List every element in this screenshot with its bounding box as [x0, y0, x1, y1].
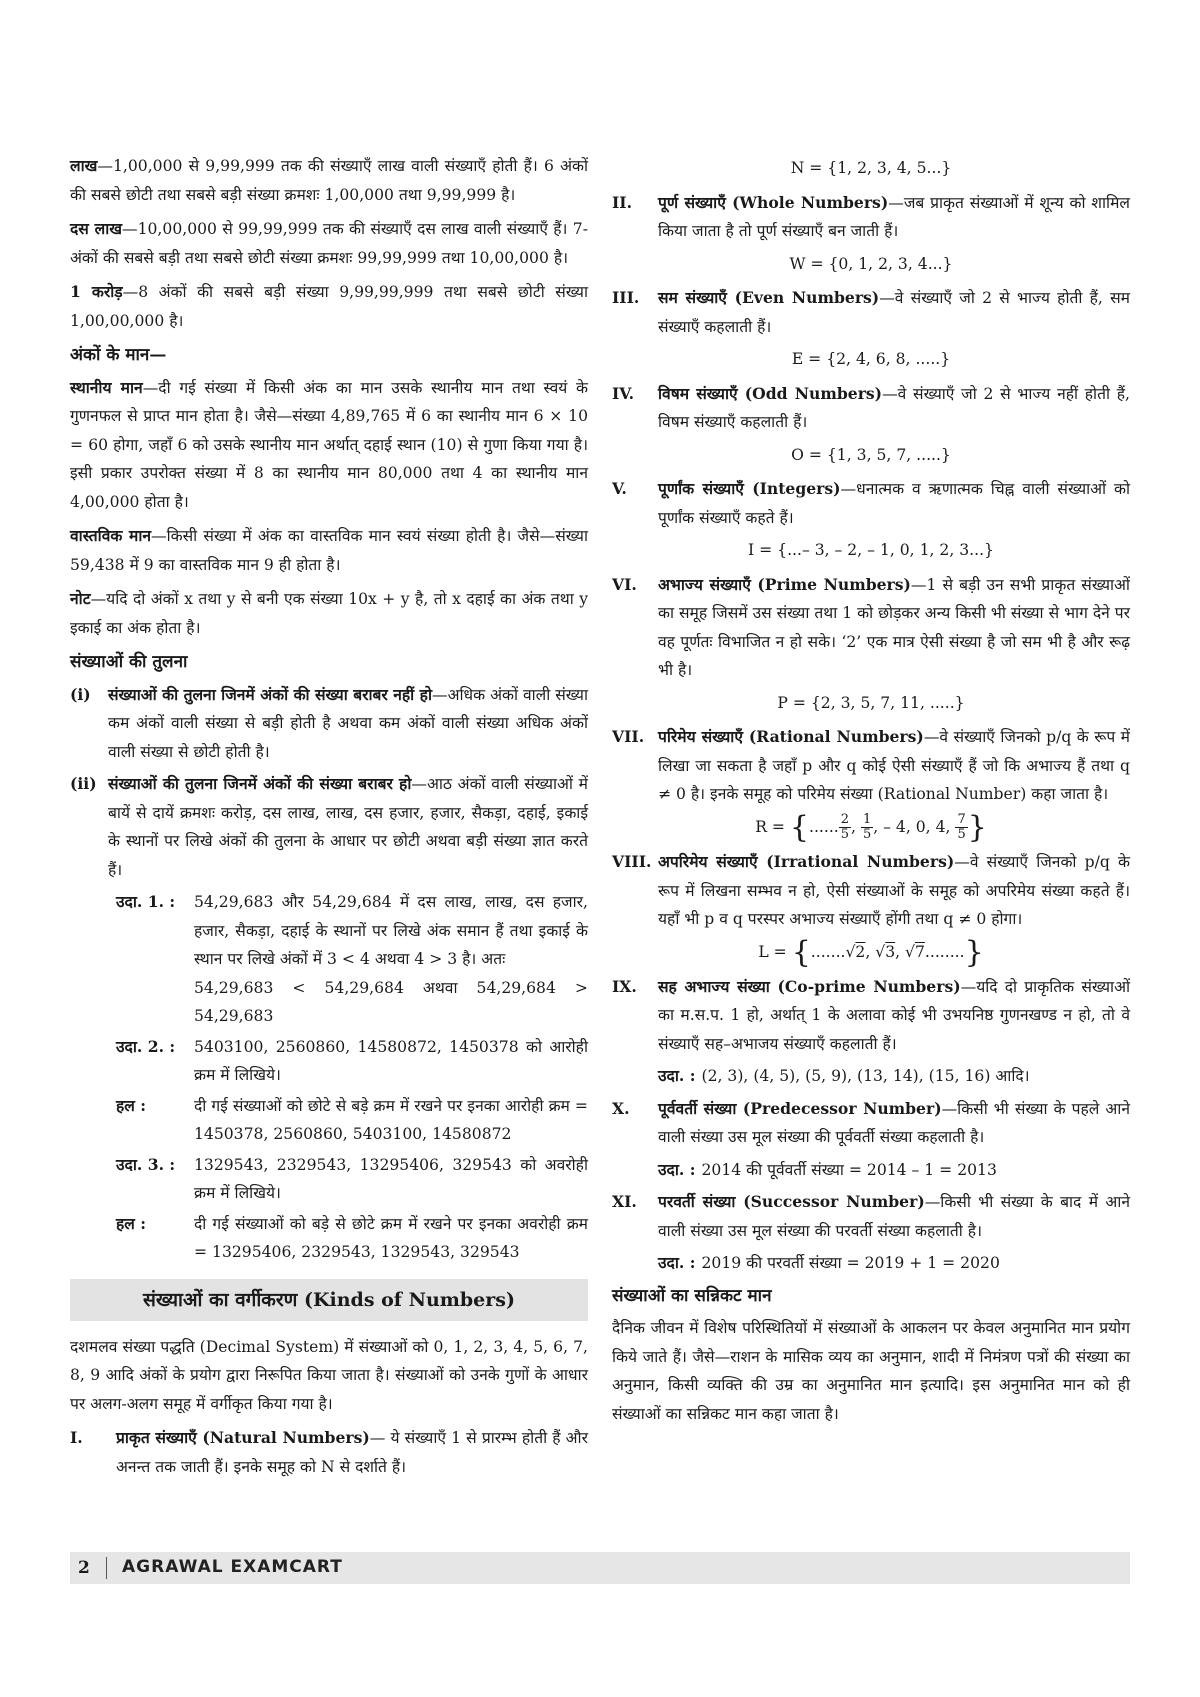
predecessor-text: —किसी भी संख्या के पहले आने वाली संख्या उस मूल संख्या की पूर्ववर्ती संख्या कहलाती है। — [658, 1099, 1130, 1147]
item-num-8: VIII. — [612, 852, 652, 871]
prime-numbers-item — [612, 571, 1130, 685]
set-r: R = {...... $\frac{2}{5}$ , $\frac{1}{5}$ , – 4, 0, 4, $\frac{7}{5}$ } — [755, 809, 987, 845]
fraction-2 — [861, 813, 873, 842]
predecessor-term: पूर्ववर्ती संख्या (Predecessor Number) — [658, 1098, 942, 1118]
successor-term: परवर्ती संख्या (Successor Number) — [658, 1192, 925, 1212]
solution-3-text: दी गई संख्याओं को बड़े से छोटे क्रम में रखने पर इनका अवरोही क्रम = 13295406, 2329543, 1329543, 329543 — [194, 1214, 588, 1261]
integers-term: पूर्णांक संख्याएँ (Integers) — [658, 479, 841, 498]
set-p: P = {2, 3, 5, 7, 11, .....} — [777, 693, 965, 712]
close-brace-l: } — [964, 934, 984, 970]
prime-numbers-term: अभाज्य संख्याएँ (Prime Numbers) — [658, 574, 911, 594]
whole-numbers-term: पूर्ण संख्याएँ (Whole Numbers) — [658, 192, 889, 212]
set-r-middle: , – 4, 0, 4, — [873, 817, 951, 836]
rational-numbers-item — [612, 723, 1130, 809]
lakh-para — [70, 152, 588, 209]
comparison-item-1 — [70, 681, 588, 767]
crore-para — [70, 278, 588, 335]
coprime-example-text: (2, 3), (4, 5), (5, 9), (13, 14), (15, 16) आदि। — [701, 1067, 1030, 1086]
place-values-heading: अंकों के मान— — [70, 345, 167, 365]
rational-numbers-term: परिमेय संख्याएँ (Rational Numbers) — [658, 727, 924, 746]
predecessor-item — [612, 1095, 1130, 1152]
crore-text: —8 अंकों की सबसे बड़ी संख्या 9,99,99,999 तथा सबसे छोटी संख्या 1,00,00,000 है। — [70, 283, 589, 330]
set-r-dots: ...... — [809, 817, 839, 836]
fraction-3 — [955, 813, 967, 842]
right-column — [612, 152, 1130, 1434]
comparison-term-2: संख्याओं की तुलना जिनमें अंकों की संख्या बराबर हो — [108, 774, 412, 793]
item-num-7: VII. — [612, 727, 645, 746]
approximate-value-heading: संख्याओं का सन्निकट मान — [612, 1285, 772, 1306]
item-num-10: X. — [612, 1098, 630, 1118]
close-brace: } — [967, 809, 987, 845]
fraction-2-den: 5 — [862, 827, 872, 842]
example-3 — [116, 1151, 588, 1208]
sqrt-2: 2 — [855, 942, 866, 961]
solution-2-label: हल : — [116, 1095, 147, 1115]
integers-text: —धनात्मक व ऋणात्मक चिह्न वाली संख्याओं को पूर्णांक संख्याएँ कहते हैं। — [658, 480, 1130, 527]
approximate-value-text: दैनिक जीवन में विशेष परिस्थितियों में संख्याओं के आकलन पर केवल अनुमानित मान प्रयोग किये जाते हैं। जैसे—राशन के मासिक व्यय का अनुमान, शादी में निमंत्रण पत्रों की संख्या का अनुमान, किसी व्यक्ति की उम्र का अनुमानित मान इत्यादि। इस अनुमानित मान को ही संख्याओं का सन्निकट मान कहा जाता है। — [612, 1319, 1130, 1423]
fraction-1 — [839, 813, 851, 842]
coprime-example-label: उदा. : — [658, 1066, 696, 1086]
odd-numbers-item — [612, 380, 1130, 437]
coprime-numbers-item — [612, 973, 1130, 1059]
successor-example-text: 2019 की परवर्ती संख्या = 2019 + 1 = 2020 — [701, 1254, 1000, 1273]
fraction-3-den: 5 — [957, 827, 966, 842]
odd-numbers-term: विषम संख्याएँ (Odd Numbers) — [658, 383, 883, 403]
predecessor-example-text: 2014 की पूर्ववर्ती संख्या = 2014 – 1 = 2013 — [701, 1160, 997, 1179]
comparison-num-2: (ii) — [70, 774, 97, 793]
successor-example — [658, 1249, 1130, 1278]
lakh-text: —1,00,000 से 9,99,999 तक की संख्याएँ लाख वाली संख्याएँ होती हैं। 6 अंकों की सबसे छोटी तथा सबसे बड़ी संख्या क्रमशः 1,00,000 तथा 9,99,999 है। — [70, 157, 588, 204]
set-n: N = {1, 2, 3, 4, 5...} — [790, 159, 952, 177]
item-num-5: V. — [612, 479, 627, 498]
set-l-dots-2: ........ — [924, 942, 965, 961]
classification-intro: दशमलव संख्या पद्धति (Decimal System) में संख्याओं को 0, 1, 2, 3, 4, 5, 6, 7, 8, 9 आदि अंकों के प्रयोग द्वारा निरूपित किया जाता है। संख्याओं को उनके गुणों के आधार पर अलग-अलग समूह में वर्गीकृत किया गया है। — [70, 1337, 588, 1413]
rational-numbers-text: —वे संख्याएँ जिनको p/q के रूप में लिखा जा सकता है जहाँ p और q कोई ऐसी संख्याएँ हैं जो कि अभाज्य हैं तथा q ≠ 0 है। इनके समूह को परिमेय संख्या (Rational Number) कहा जाता है। — [658, 728, 1131, 803]
note-term: नोट — [70, 589, 91, 608]
fraction-3-num: 7 — [957, 812, 966, 827]
set-o: O = {1, 3, 5, 7, .....} — [791, 445, 951, 464]
example-3-text: 1329543, 2329543, 13295406, 329543 को अवरोही क्रम में लिखिये। — [194, 1155, 588, 1202]
item-num-11: XI. — [612, 1192, 637, 1212]
example-1-body — [194, 888, 588, 1031]
sqrt-3: 3 — [885, 942, 896, 961]
left-column — [70, 152, 588, 1485]
das-lakh-term: दस लाख — [70, 219, 122, 238]
kinds-of-numbers-banner: संख्याओं का वर्गीकरण (Kinds of Numbers) — [70, 1279, 588, 1321]
example-2-text: 5403100, 2560860, 14580872, 1450378 को आरोही क्रम में लिखिये। — [194, 1037, 588, 1084]
odd-numbers-text: —वे संख्याएँ जो 2 से भाज्य नहीं होती हैं, विषम संख्याएँ कहलाती हैं। — [658, 384, 1130, 431]
solution-2 — [116, 1092, 588, 1149]
comparison-num-1: (i) — [70, 684, 91, 704]
example-1-label: उदा. 1. : — [116, 892, 176, 911]
item-num-3: III. — [612, 288, 640, 307]
local-value-para — [70, 374, 588, 517]
face-value-term: वास्तविक मान — [70, 526, 152, 545]
set-r-prefix: R = — [755, 817, 785, 836]
irrational-numbers-term: अपरिमेय संख्याएँ (Irrational Numbers) — [658, 852, 955, 871]
set-l: L = {.......√2, √3, √7........} — [758, 934, 984, 970]
example-1-result: 54,29,683 < 54,29,684 अथवा 54,29,684 > 54,29,683 — [194, 978, 588, 1025]
crore-term: 1 करोड़ — [70, 282, 123, 301]
item-num-6: VI. — [612, 574, 637, 594]
coprime-example — [658, 1062, 1130, 1091]
page-number: 2 — [78, 1558, 90, 1578]
even-numbers-text: —वे संख्याएँ जो 2 से भाज्य होती हैं, सम संख्याएँ कहलाती हैं। — [658, 289, 1130, 336]
whole-numbers-text: —जब प्राकृत संख्याओं में शून्य को शामिल किया जाता है तो पूर्ण संख्याएँ बन जाती हैं। — [658, 193, 1130, 240]
natural-numbers-term: प्राकृत संख्याएँ (Natural Numbers) — [116, 1428, 370, 1447]
solution-3 — [116, 1210, 588, 1267]
prime-numbers-text: —1 से बड़ी उन सभी प्राकृत संख्याओं का समूह जिसमें उस संख्या तथा 1 को छोड़कर अन्य किसी भी संख्या से भाग देने पर वह पूर्णतः विभाजित न हो सके। ‘2’ एक मात्र ऐसी संख्या है जो सम भी है और रूढ़ भी है। — [658, 575, 1130, 679]
das-lakh-text: —10,00,000 से 99,99,999 तक की संख्याएँ दस लाख वाली संख्याएँ हैं। 7-अंकों की सबसे बड़ी तथा सबसे छोटी संख्या क्रमशः 99,99,999 तथा 10,00,000 है। — [70, 220, 588, 267]
sqrt-7: 7 — [914, 942, 925, 961]
irrational-numbers-item — [612, 848, 1130, 934]
page-footer — [70, 1552, 1130, 1584]
example-2 — [116, 1033, 588, 1090]
whole-numbers-item — [612, 189, 1130, 246]
irrational-numbers-text: —वे संख्याएँ जिनको p/q के रूप में लिखना सम्भव न हो, ऐसी संख्याओं के समूह को अपरिमेय संख्या कहते हैं। यहाँ भी p व q परस्पर अभाज्य संख्याएँ होंगी तथा q ≠ 0 होगा। — [658, 853, 1130, 928]
note-text: —यदि दो अंकों x तथा y से बनी एक संख्या 10x + y है, तो x दहाई का अंक तथा y इकाई का अंक होता है। — [70, 590, 588, 637]
solution-2-text: दी गई संख्याओं को छोटे से बड़े क्रम में रखने पर इनका आरोही क्रम = 1450378, 2560860, 5403100, 14580872 — [194, 1096, 588, 1143]
item-num-9: IX. — [612, 976, 637, 996]
fraction-1-num: 2 — [840, 812, 850, 827]
example-2-label: उदा. 2. : — [116, 1036, 176, 1056]
fraction-2-num: 1 — [862, 812, 872, 827]
predecessor-example-label: उदा. : — [658, 1159, 696, 1179]
successor-text: —किसी भी संख्या के बाद में आने वाली संख्या उस मूल संख्या की परवर्ती संख्या कहलाती है। — [658, 1193, 1131, 1240]
successor-example-label: उदा. : — [658, 1253, 696, 1273]
natural-numbers-item — [70, 1424, 588, 1481]
face-value-para — [70, 522, 588, 579]
set-l-prefix: L = — [758, 942, 787, 961]
comparison-term-1: संख्याओं की तुलना जिनमें अंकों की संख्या बराबर नहीं हो — [108, 684, 432, 704]
set-l-dots-1: ....... — [810, 942, 846, 961]
local-value-term: स्थानीय मान — [70, 377, 143, 397]
note-para — [70, 585, 588, 642]
comparison-text-1: —अधिक अंकों वाली संख्या कम अंकों वाली संख्या से बड़ी होती है अथवा कम अंकों वाली संख्या अधिक अंकों वाली संख्या से छोटी होती है। — [108, 685, 588, 761]
das-lakh-para — [70, 215, 588, 272]
set-e: E = {2, 4, 6, 8, .....} — [791, 350, 951, 368]
item-num-4: IV. — [612, 383, 635, 403]
item-num-1: I. — [70, 1428, 83, 1447]
natural-numbers-text: — ये संख्याएँ 1 से प्रारम्भ होती हैं और अनन्त तक जाती हैं। इनके समूह को N से दर्शाते हैं। — [116, 1429, 588, 1476]
successor-item — [612, 1188, 1130, 1245]
solution-3-label: हल : — [116, 1213, 147, 1233]
coprime-numbers-text: —यदि दो प्राकृतिक संख्याओं का म.स.प. 1 हो, अर्थात् 1 के अलावा कोई भी उभयनिष्ठ गुणनखण्ड न हो, तो वे संख्याएँ सह–अभाजय संख्याएँ कहलाती हैं। — [658, 977, 1131, 1053]
comparison-heading: संख्याओं की तुलना — [70, 652, 188, 672]
set-i: I = {...– 3, – 2, – 1, 0, 1, 2, 3...} — [748, 541, 994, 559]
footer-divider — [106, 1557, 107, 1579]
comparison-text-2: —आठ अंकों वाली संख्याओं में बायें से दायें क्रमशः करोड़, दस लाख, लाख, दस हजार, हजार, सैकड़ा, दहाई, इकाई के स्थानों पर लिखे अंकों की तुलना के आधार पर छोटी अथवा बड़ी संख्या ज्ञात करते हैं। — [108, 775, 588, 879]
item-num-2: II. — [612, 192, 633, 212]
even-numbers-item — [612, 284, 1130, 341]
local-value-text: —दी गई संख्या में किसी अंक का मान उसके स्थानीय मान तथा स्वयं के गुणनफल से प्राप्त मान होता है। जैसे—संख्या 4,89,765 में 6 का स्थानीय मान 6 × 10 = 60 होगा, जहाँ 6 को उसके स्थानीय मान अर्थात् दहाई स्थान (10) से गुणा किया गया है। इसी प्रकार उपरोक्त संख्या में 8 का स्थानीय मान 80,000 तथा 4 का स्थानीय मान 4,00,000 होता है। — [70, 378, 588, 511]
even-numbers-term: सम संख्याएँ (Even Numbers) — [658, 288, 880, 307]
publisher-logo: AGRAWAL EXAMCART — [122, 1557, 343, 1577]
predecessor-example — [658, 1156, 1130, 1185]
comparison-item-2 — [70, 770, 588, 884]
example-1-text: 54,29,683 और 54,29,684 में दस लाख, लाख, दस हजार, हजार, सैकड़ा, दहाई के स्थानों पर लिखे अंक समान हैं तथा इकाई के स्थान पर लिखे अंकों में 3 < 4 अथवा 4 > 3 है। अतः — [194, 893, 588, 968]
face-value-text: —किसी संख्या में अंक का वास्तविक मान स्वयं संख्या होती है। जैसे—संख्या 59,438 में 9 का वास्तविक मान 9 ही होता है। — [70, 527, 588, 574]
fraction-1-den: 5 — [840, 827, 850, 842]
lakh-term: लाख — [70, 156, 98, 175]
example-3-label: उदा. 3. : — [116, 1154, 176, 1174]
example-1 — [116, 888, 588, 1031]
coprime-numbers-term: सह अभाज्य संख्या (Co-prime Numbers) — [658, 976, 961, 996]
integers-item — [612, 475, 1130, 532]
open-brace: { — [789, 809, 810, 845]
open-brace-l: { — [791, 934, 811, 970]
set-w: W = {0, 1, 2, 3, 4...} — [789, 254, 953, 273]
